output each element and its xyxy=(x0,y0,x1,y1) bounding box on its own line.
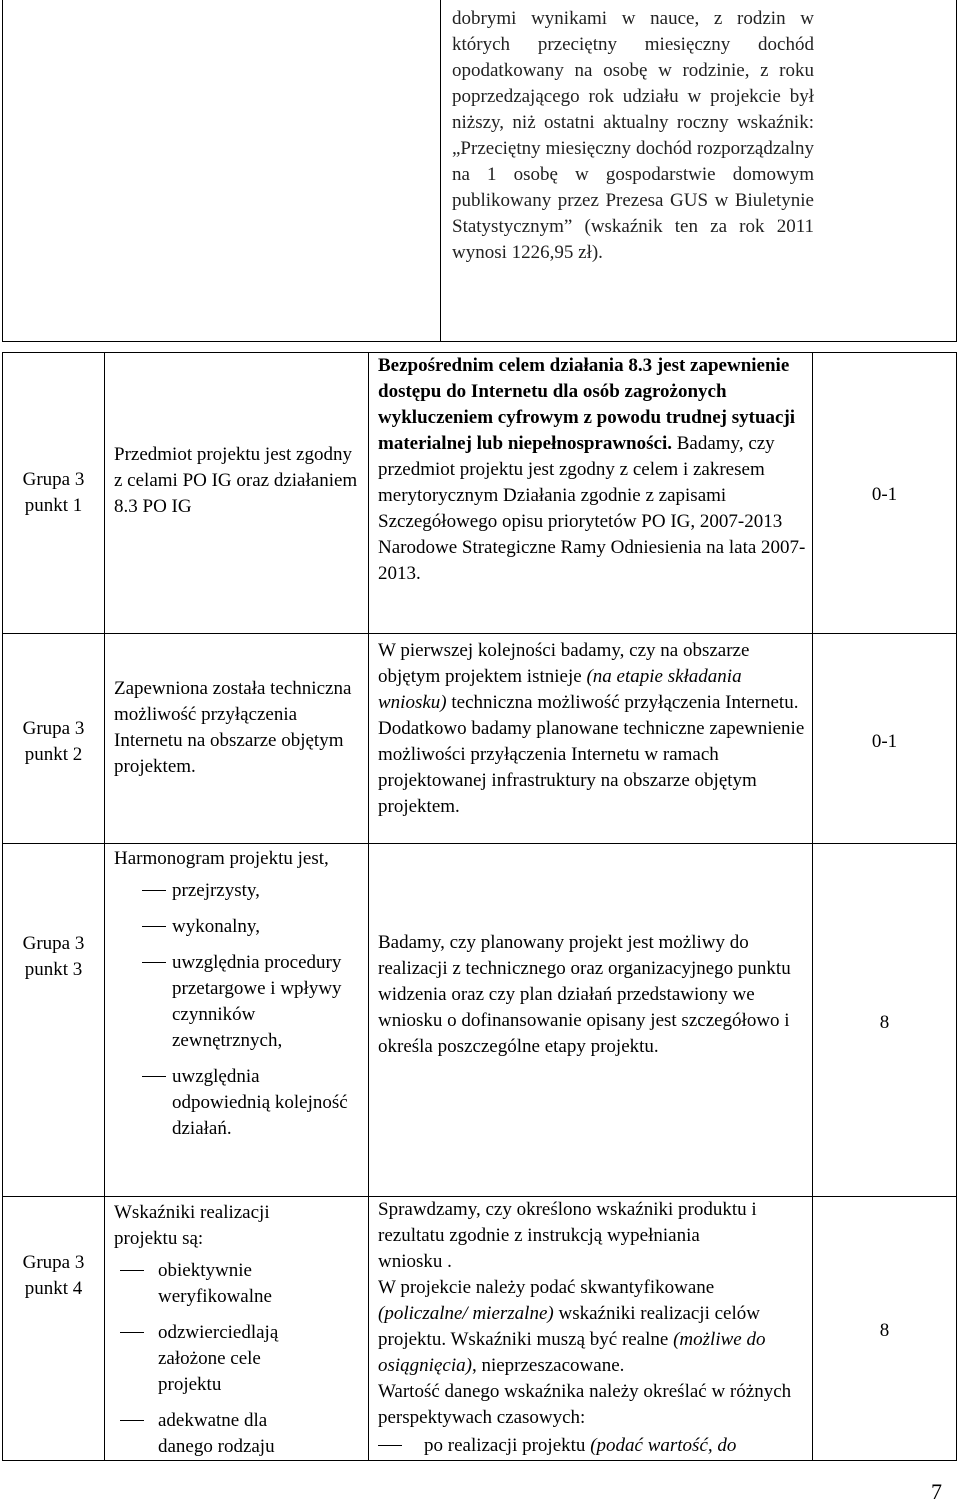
row2-score: 0-1 xyxy=(871,731,898,752)
row1-score: 0-1 xyxy=(871,484,898,505)
row1-description xyxy=(378,353,808,587)
row2-group-label: Grupa 3 punkt 2 xyxy=(22,718,85,765)
list-item: odzwierciedlają założone cele projektu xyxy=(120,1320,360,1398)
list-item: wykonalny, xyxy=(142,914,360,940)
list-item: uwzględnia procedury przetargowe i wpływy czynników zewnętrznych, xyxy=(142,950,360,1054)
row4-group-label: Grupa 3 punkt 4 xyxy=(22,1252,85,1299)
list-item: obiektywnie weryfikowalne xyxy=(120,1258,360,1310)
row1-description-bold: Bezpośrednim celem działania 8.3 jest zapewnienie dostępu do Internetu dla osób zagrożonych wykluczeniem cyfrowym z powodu trudnej sytuacji materialnej lub niepełnosprawności. xyxy=(378,355,796,454)
row3-criterion-intro: Harmonogram projektu jest, xyxy=(114,848,329,869)
row4-group-cell xyxy=(2,1196,105,1461)
dash-bullet-icon xyxy=(142,950,172,976)
list-item: adekwatne dla danego rodzaju xyxy=(120,1408,360,1460)
list-item: po realizacji projektu (podać wartość, do xyxy=(378,1433,808,1459)
row3-criterion xyxy=(114,846,360,1142)
dash-bullet-icon xyxy=(120,1408,158,1434)
dash-bullet-icon xyxy=(120,1320,158,1346)
top-row-left-cell xyxy=(2,0,441,342)
row4-criterion xyxy=(114,1200,360,1460)
row2-description: W pierwszej kolejności badamy, czy na obszarze objętym projektem istnieje (na etapie składania wniosku) techniczna możliwość przyłączenia Internetu. Dodatkowo badamy planowane techniczne zapewnienie możliwości przyłączenia Internetu w ramach projektowanej infrastruktury na obszarze objętym projektem. xyxy=(378,640,805,817)
top-row-text: dobrymi wynikami w nauce, z rodzin w których przeciętny miesięczny dochód opodatkowany na osobę w rodzinie, z roku poprzedzającego rok udziału w projekcie był niższy, niż ostatni aktualny roczny wskaźnik: „Przeciętny miesięczny dochód rozporządzalny na 1 osobę w gospodarstwie domowym publikowany przez Prezesa GUS w Biuletynie Statystycznym” (wskaźnik ten za rok 2011 wynosi 1226,95 zł). xyxy=(452,8,814,263)
list-item: przejrzysty, xyxy=(142,878,360,904)
row4-score: 8 xyxy=(879,1320,890,1341)
row2-criterion: Zapewniona została techniczna możliwość przyłączenia Internetu na obszarze objętym projektem. xyxy=(114,678,352,777)
row1-criterion: Przedmiot projektu jest zgodny z celami PO IG oraz działaniem 8.3 PO IG xyxy=(114,444,358,517)
row3-description: Badamy, czy planowany projekt jest możliwy do realizacji z technicznego oraz organizacyjnego punktu widzenia oraz czy plan działań przedstawiony we wniosku o dofinansowanie opisany jest szczegółowo i określa poszczególne etapy projektu. xyxy=(378,932,791,1057)
dash-bullet-icon xyxy=(378,1433,424,1459)
row4-criterion-intro: Wskaźniki realizacji projektu są: xyxy=(114,1202,270,1249)
list-item: uwzględnia odpowiednią kolejność działań. xyxy=(142,1064,360,1142)
dash-bullet-icon xyxy=(142,878,172,904)
row1-description-body: Badamy, czy przedmiot projektu jest zgodny z celem i zakresem merytorycznym Działania zgodnie z zapisami Szczegółowego opisu priorytetów PO IG, 2007-2013 Narodowe Strategiczne Ramy Odniesienia na lata 2007-2013. xyxy=(378,433,806,584)
dash-bullet-icon xyxy=(142,914,172,940)
dash-bullet-icon xyxy=(142,1064,172,1090)
row3-group-label: Grupa 3 punkt 3 xyxy=(22,933,85,980)
dash-bullet-icon xyxy=(120,1258,158,1284)
row4-description: Sprawdzamy, czy określono wskaźniki produktu i rezultatu zgodnie z instrukcją wypełniania wniosku . W projekcie należy podać skwantyfikowane (policzalne/ mierzalne) wskaźniki realizacji celów projektu. Wskaźniki muszą być realne (możliwe do osiągnięcia), nieprzeszacowane. Wartość danego wskaźnika należy określać w różnych perspektywach czasowych: po realizacji projektu (podać wartość, do xyxy=(378,1197,808,1459)
row3-group-cell xyxy=(2,843,105,1197)
row1-group-label: Grupa 3 punkt 1 xyxy=(22,469,85,516)
row3-score: 8 xyxy=(879,1012,890,1033)
page-number: 7 xyxy=(931,1479,942,1504)
